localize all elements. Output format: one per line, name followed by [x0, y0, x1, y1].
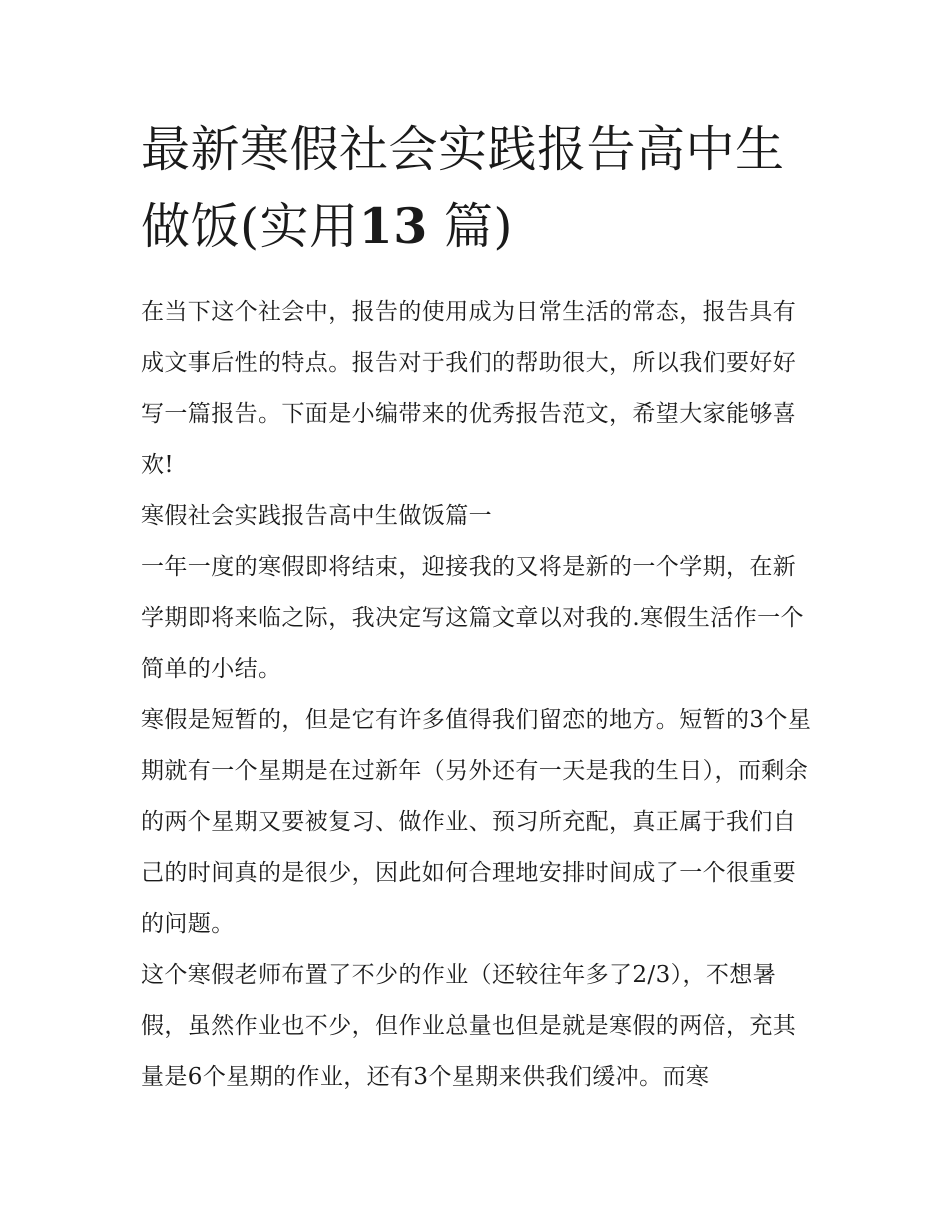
document-page	[141, 112, 816, 1103]
body-paragraph: 一年一度的寒假即将结束，迎接我的又将是新的一个学期，在新学期即将来临之际，我决定写这篇文章以对我的.寒假生活作一个简单的小结。	[141, 554, 804, 682]
title-suffix: 篇)	[443, 198, 514, 255]
title-number: 13	[358, 197, 428, 255]
body-paragraph: 寒假是短暂的，但是它有许多值得我们留恋的地方。短暂的3个星期就有一个星期是在过新年（另外还有一天是我的生日），而剩余的两个星期又要被复习、做作业、预习所充配，真正属于我们自己的时间真的是很少，因此如何合理地安排时间成了一个很重要的问题。	[141, 707, 812, 937]
title-text: 最新寒假社会实践报告高中生做饭(实用	[141, 121, 785, 255]
section-heading: 寒假社会实践报告高中生做饭篇一	[141, 503, 492, 529]
intro-paragraph: 在当下这个社会中，报告的使用成为日常生活的常态，报告具有成文事后性的特点。报告对于我们的帮助很大，所以我们要好好写一篇报告。下面是小编带来的优秀报告范文，希望大家能够喜欢!	[141, 299, 797, 478]
document-title	[141, 112, 816, 265]
document-body	[141, 287, 816, 1103]
body-paragraph: 这个寒假老师布置了不少的作业（还较往年多了2/3），不想暑假，虽然作业也不少，但作业总量也但是就是寒假的两倍，充其量是6个星期的作业，还有3个星期来供我们缓冲。而寒	[141, 962, 797, 1090]
